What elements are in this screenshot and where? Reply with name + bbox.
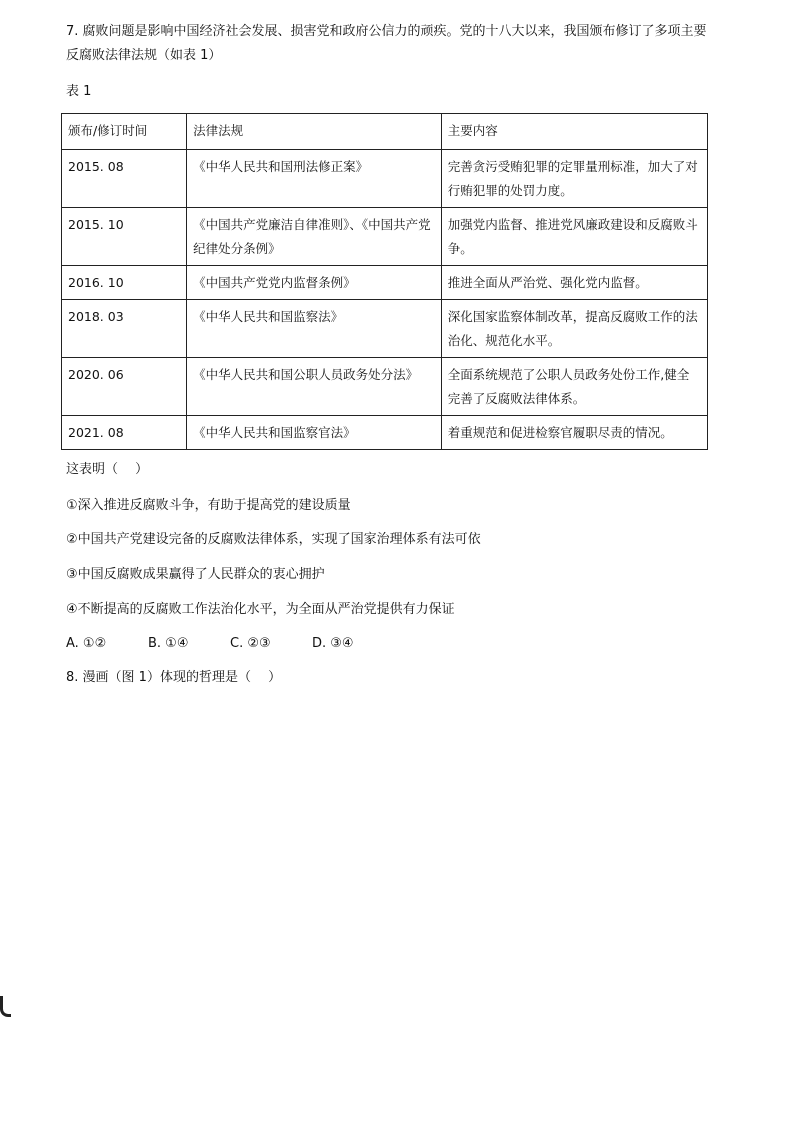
cell-date: 2021. 08 (62, 416, 187, 450)
header-content: 主要内容 (441, 114, 707, 150)
cell-law: 《中华人民共和国刑法修正案》 (187, 150, 442, 208)
cell-law: 《中华人民共和国监察法》 (187, 300, 442, 358)
cell-content: 推进全面从严治党、强化党内监督。 (441, 266, 707, 300)
question-7-intro: 7. 腐败问题是影响中国经济社会发展、损害党和政府公信力的顽疾。党的十八大以来，我国颁布修订了多项主要反腐败法律法规（如表 1） (66, 24, 707, 63)
table-row (62, 208, 708, 266)
answer-choices (66, 634, 354, 654)
cell-date: 2015. 08 (62, 150, 187, 208)
table-row (62, 300, 708, 358)
scan-edge-mark (0, 996, 11, 1017)
question-8: 8. 漫画（图 1）体现的哲理是（ ） (66, 670, 282, 685)
table-caption: 表 1 (66, 84, 92, 99)
header-date: 颁布/修订时间 (62, 114, 187, 150)
cell-law: 《中华人民共和国公职人员政务处分法》 (187, 358, 442, 416)
cell-law: 《中华人民共和国监察官法》 (187, 416, 442, 450)
cell-content: 全面系统规范了公职人员政务处份工作,健全完善了反腐败法律体系。 (441, 358, 707, 416)
cell-content: 加强党内监督、推进党风廉政建设和反腐败斗争。 (441, 208, 707, 266)
cell-date: 2020. 06 (62, 358, 187, 416)
table-header-row (62, 114, 708, 150)
choice-a[interactable]: A. ①② (66, 636, 107, 651)
cell-content: 着重规范和促进检察官履职尽责的情况。 (441, 416, 707, 450)
choice-b[interactable]: B. ①④ (148, 636, 189, 651)
cell-content: 深化国家监察体制改革，提高反腐败工作的法治化、规范化水平。 (441, 300, 707, 358)
option-1: ①深入推进反腐败斗争，有助于提高党的建设质量 (66, 498, 351, 513)
table-row (62, 416, 708, 450)
option-3: ③中国反腐败成果赢得了人民群众的衷心拥护 (66, 567, 325, 582)
cell-date: 2018. 03 (62, 300, 187, 358)
table-row (62, 150, 708, 208)
question-7-stem: 这表明（ ） (66, 462, 149, 477)
option-2: ②中国共产党建设完备的反腐败法律体系，实现了国家治理体系有法可依 (66, 532, 481, 547)
header-law: 法律法规 (187, 114, 442, 150)
choice-d[interactable]: D. ③④ (312, 636, 354, 651)
option-4: ④不断提高的反腐败工作法治化水平，为全面从严治党提供有力保证 (66, 602, 455, 617)
anti-corruption-law-table (61, 113, 708, 450)
cell-law: 《中国共产党党内监督条例》 (187, 266, 442, 300)
cell-law: 《中国共产党廉洁自律准则》、《中国共产党纪律处分条例》 (187, 208, 442, 266)
cell-date: 2016. 10 (62, 266, 187, 300)
table-row (62, 358, 708, 416)
table-row (62, 266, 708, 300)
choice-c[interactable]: C. ②③ (230, 636, 271, 651)
cell-date: 2015. 10 (62, 208, 187, 266)
cell-content: 完善贪污受贿犯罪的定罪量刑标准，加大了对行贿犯罪的处罚力度。 (441, 150, 707, 208)
